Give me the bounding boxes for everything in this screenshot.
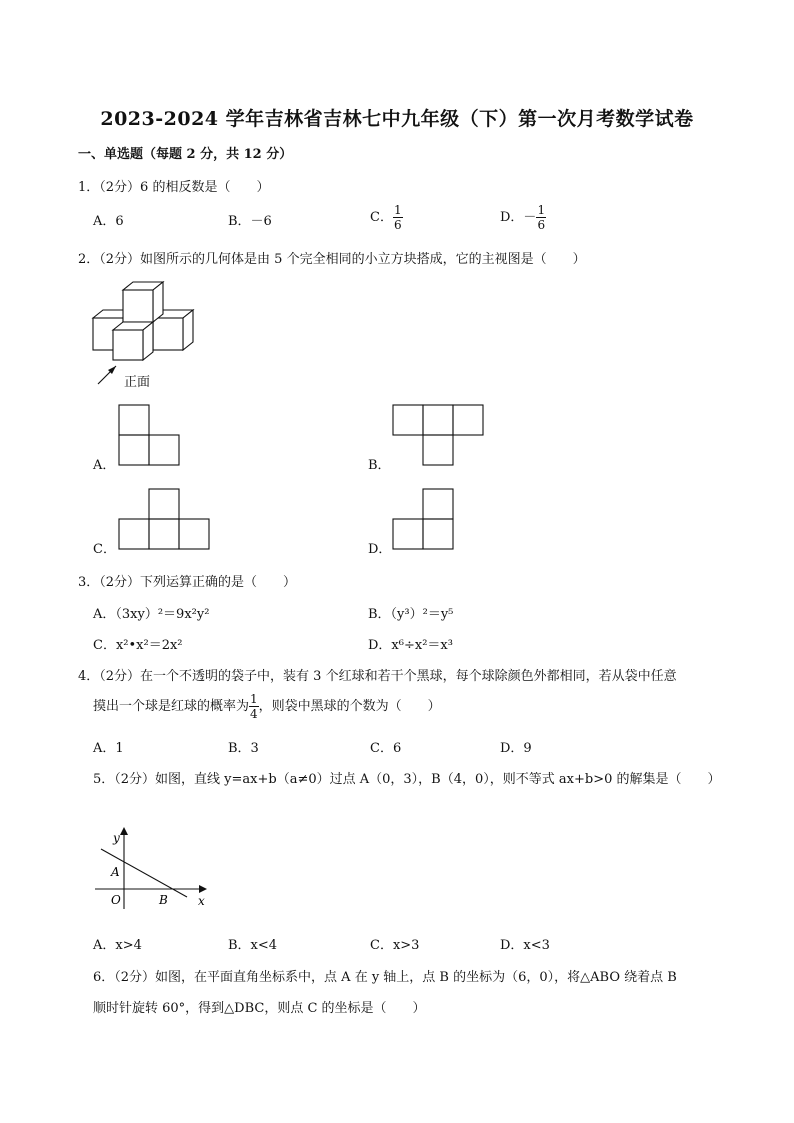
question-4-stem-line2 [93, 692, 441, 721]
q4-stem-suffix: ，则袋中黑球的个数为（ ） [258, 699, 441, 714]
q5-option-a[interactable]: A．x>4 [93, 938, 142, 953]
q2-option-a[interactable]: A． [93, 458, 116, 473]
q3-option-b[interactable]: B．（y³）²＝y⁵ [368, 607, 454, 622]
question-5-stem: 5．（2分）如图，直线 y=ax+b（a≠0）过点 A（0，3），B（4，0），则不等式 ax+b>0 的解集是（ ） [93, 772, 721, 787]
q2-option-b[interactable]: B． [368, 458, 391, 473]
q3-option-c[interactable]: C．x²•x²＝2x² [93, 638, 183, 653]
question-1-stem: 1．（2分）6 的相反数是（ ） [78, 180, 270, 195]
fraction-denominator: 4 [250, 707, 258, 721]
q1-option-c-prefix: C． [370, 210, 393, 225]
q5-option-b[interactable]: B．x<4 [228, 938, 278, 953]
q5-option-c[interactable]: C．x>3 [370, 938, 420, 953]
origin-label: O [111, 893, 121, 907]
q2-option-a-figure [118, 404, 180, 466]
x-axis-label: x [198, 894, 205, 908]
q4-option-c[interactable]: C．6 [370, 741, 402, 756]
page-title: 2023-2024 学年吉林省吉林七中九年级（下）第一次月考数学试卷 [100, 108, 694, 130]
q4-probability-fraction [249, 692, 259, 721]
question-2-stem: 2．（2分）如图所示的几何体是由 5 个完全相同的小立方块搭成，它的主视图是（ ） [78, 252, 586, 267]
fraction-denominator: 6 [393, 218, 402, 232]
question-6-stem-line2: 顺时针旋转 60°，得到△DBC，则点 C 的坐标是（ ） [93, 1001, 426, 1016]
q1-option-b[interactable]: B．－6 [228, 214, 272, 229]
y-axis-label: y [113, 831, 120, 845]
q1-option-d-prefix: D．－ [500, 210, 537, 225]
fraction-numerator: 1 [250, 692, 258, 706]
q4-option-d[interactable]: D．9 [500, 741, 532, 756]
q5-option-d[interactable]: D．x<3 [500, 938, 550, 953]
fraction-numerator: 1 [393, 203, 402, 217]
fraction-numerator: 1 [537, 203, 546, 217]
q1-option-d[interactable] [500, 203, 546, 232]
q3-option-d[interactable]: D．x⁶÷x²＝x³ [368, 638, 453, 653]
q4-stem-prefix: 摸出一个球是红球的概率为 [93, 699, 250, 714]
q4-option-a[interactable]: A．1 [93, 741, 124, 756]
q5-line-graph [95, 825, 215, 910]
fraction-denominator: 6 [537, 218, 546, 232]
point-a-label: A [111, 865, 120, 879]
section-heading: 一、单选题（每题 2 分，共 12 分） [78, 147, 293, 162]
q2-option-c-figure [118, 488, 210, 550]
q1-option-c[interactable] [370, 203, 403, 232]
front-view-label: 正面 [124, 375, 151, 390]
q2-option-d[interactable]: D． [368, 542, 392, 557]
q1-option-d-fraction [536, 203, 546, 232]
point-b-label: B [159, 893, 168, 907]
q2-option-b-figure [392, 404, 484, 466]
q1-option-c-fraction [393, 203, 403, 232]
q2-option-d-figure [392, 488, 454, 550]
q3-option-a[interactable]: A．（3xy）²＝9x²y² [93, 607, 210, 622]
q1-option-a[interactable]: A．6 [93, 214, 124, 229]
question-3-stem: 3．（2分）下列运算正确的是（ ） [78, 575, 297, 590]
question-6-stem-line1: 6．（2分）如图，在平面直角坐标系中，点 A 在 y 轴上，点 B 的坐标为（6，0），将△ABO 绕着点 B [93, 970, 677, 985]
question-4-stem-line1: 4．（2分）在一个不透明的袋子中，装有 3 个红球和若干个黑球，每个球除颜色外都相同，若从袋中任意 [78, 669, 677, 684]
q4-option-b[interactable]: B．3 [228, 741, 259, 756]
q2-option-c[interactable]: C． [93, 542, 116, 557]
